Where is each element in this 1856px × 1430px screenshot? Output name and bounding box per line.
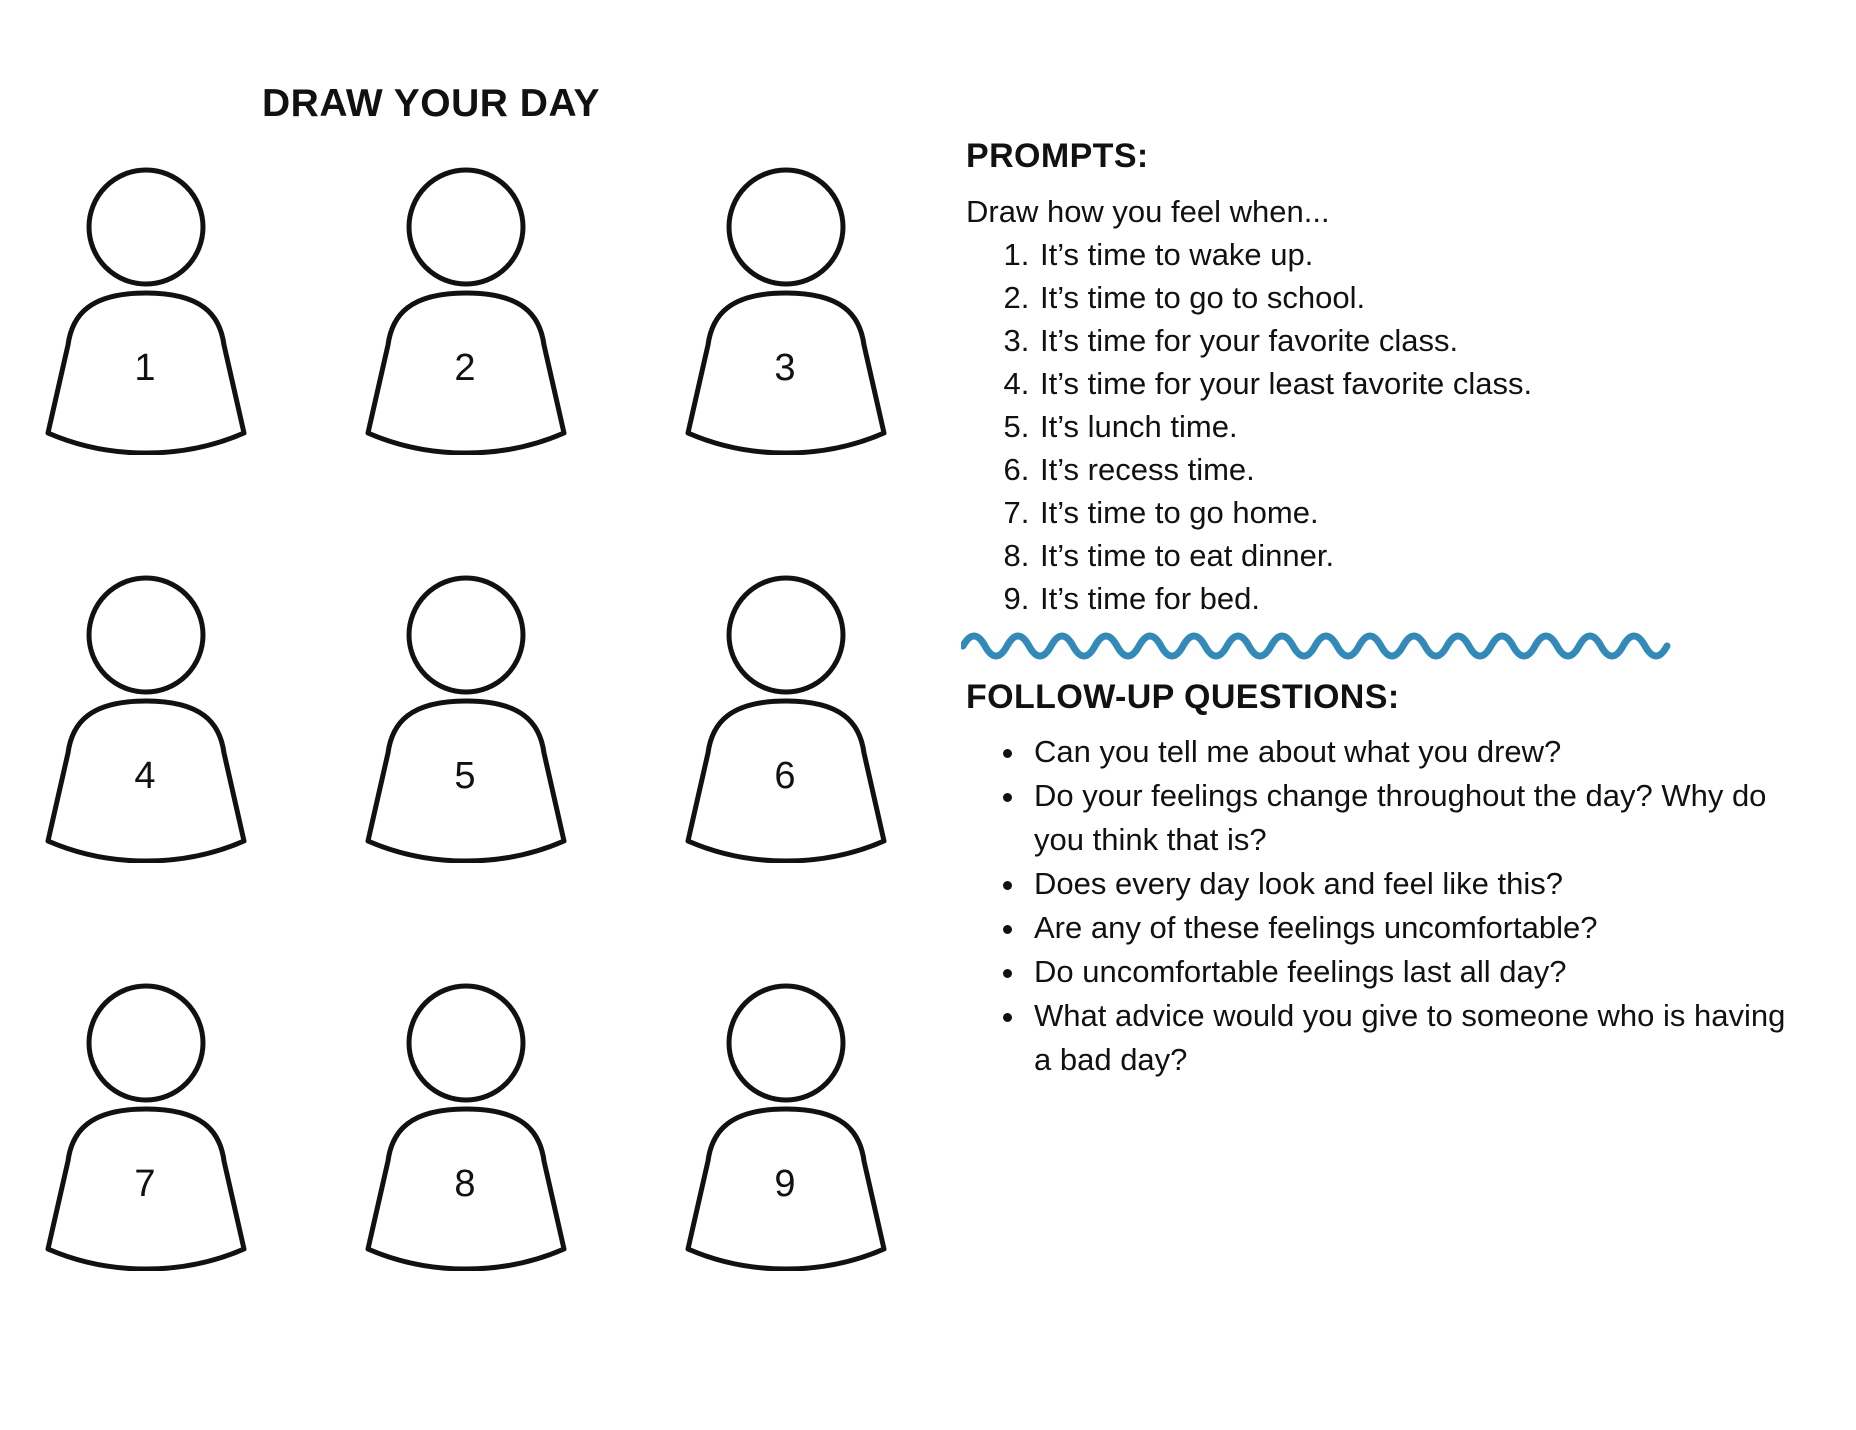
figure-cell[interactable] [670,981,990,1389]
figure-cell[interactable] [30,981,350,1389]
worksheet-right-panel [966,0,1856,1430]
person-outline-icon [30,981,262,1271]
figure-number: 4 [134,755,156,797]
followup-item: • Are any of these feelings uncomfortable? [1028,906,1808,950]
prompts-list [966,233,1532,620]
prompt-item: 6. It’s recess time. [1038,448,1532,491]
prompt-item: 2. It’s time to go to school. [1038,276,1532,319]
figure-grid [30,165,930,1389]
prompts-heading: PROMPTS: [966,137,1149,175]
prompts-intro: Draw how you feel when... [966,194,1330,229]
figure-cell[interactable] [30,573,350,981]
figure-cell[interactable] [670,573,990,981]
followup-list [966,730,1808,1082]
wavy-divider-icon [961,620,1691,670]
followup-heading: FOLLOW-UP QUESTIONS: [966,678,1400,716]
prompt-item: 5. It’s lunch time. [1038,405,1532,448]
person-outline-icon [30,573,262,863]
prompt-item: 4. It’s time for your least favorite class. [1038,362,1532,405]
person-outline-icon [670,165,902,455]
followup-item: • Does every day look and feel like this? [1028,862,1808,906]
figure-cell[interactable] [350,165,670,573]
person-outline-icon [670,981,902,1271]
person-outline-icon [350,165,582,455]
page-title: DRAW YOUR DAY [262,82,601,125]
prompt-item: 9. It’s time for bed. [1038,577,1532,620]
figure-cell[interactable] [350,981,670,1389]
prompt-item: 3. It’s time for your favorite class. [1038,319,1532,362]
figure-cell[interactable] [350,573,670,981]
figure-number: 2 [454,347,476,389]
followup-item: • Can you tell me about what you drew? [1028,730,1808,774]
figure-number: 5 [454,755,476,797]
prompt-item: 8. It’s time to eat dinner. [1038,534,1532,577]
figure-cell[interactable] [670,165,990,573]
figure-number: 1 [134,347,156,389]
person-outline-icon [350,573,582,863]
prompt-item: 7. It’s time to go home. [1038,491,1532,534]
followup-item: • Do uncomfortable feelings last all day? [1028,950,1808,994]
followup-item: • Do your feelings change throughout the day? Why do you think that is? [1028,774,1808,862]
figure-number: 8 [454,1163,476,1205]
figure-number: 3 [774,347,796,389]
person-outline-icon [30,165,262,455]
figure-number: 6 [774,755,796,797]
figure-number: 9 [774,1163,796,1205]
person-outline-icon [670,573,902,863]
person-outline-icon [350,981,582,1271]
prompt-item: 1. It’s time to wake up. [1038,233,1532,276]
followup-item: • What advice would you give to someone who is having a bad day? [1028,994,1808,1082]
figure-number: 7 [134,1163,156,1205]
figure-cell[interactable] [30,165,350,573]
